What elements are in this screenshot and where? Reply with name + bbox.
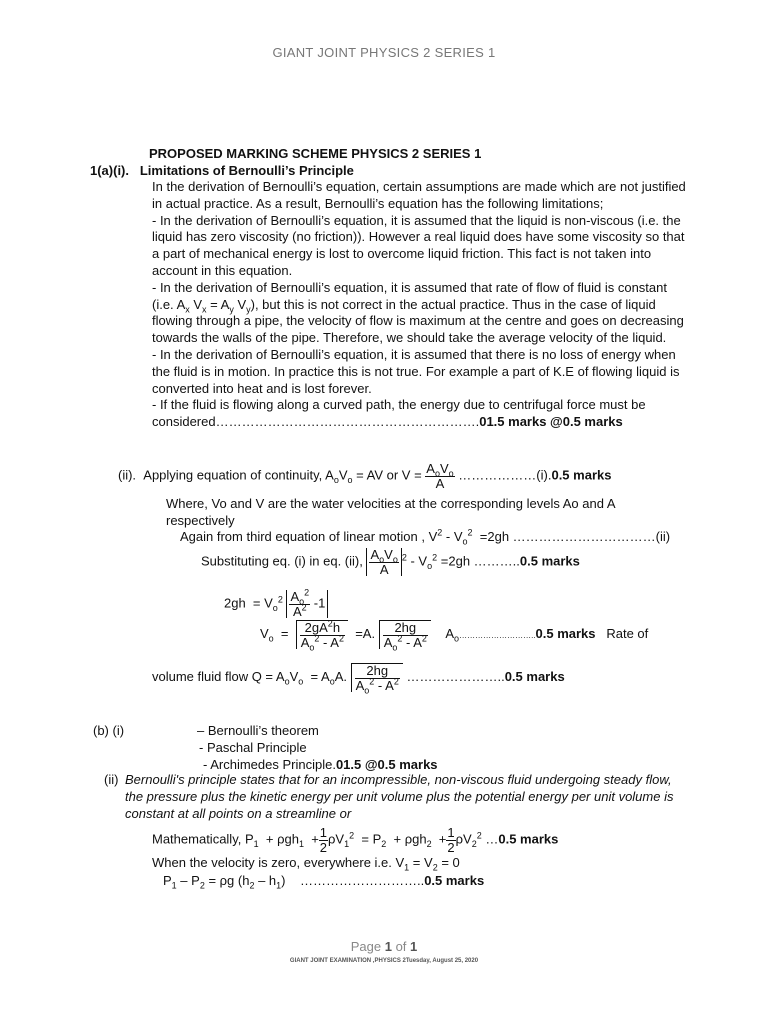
page-header: GIANT JOINT PHYSICS 2 SERIES 1 bbox=[272, 45, 496, 60]
limitation-viscosity: - In the derivation of Bernoulli’s equation, it is assumed that the liquid is non-viscous (i.e. the liquid has zero viscosity (no friction)). However a real liquid does have some viscosity so that a part of mechanical energy is lost to overcome liquid friction. This fact is not taken into account in this equation. bbox=[152, 212, 685, 278]
vo-eq: $V_o$ = $\frac{2gA^2h}{A_o^2 - A^2}$ =A. $\frac{2hg}{A_o^2 - A^2}$ $A_o\dots\dots\dots\dots\dots\dots\dots\dots\dots..0.5$ marks Rate of bbox=[260, 618, 649, 653]
q1-label: 1(a)(i). bbox=[90, 163, 129, 178]
marks-label: 01.5 @0.5 marks bbox=[335, 757, 438, 772]
marks-label: 0.5 marks bbox=[535, 626, 596, 642]
limitations-text bbox=[152, 179, 692, 431]
q1-heading bbox=[90, 163, 354, 180]
marks-label: 0.5 marks bbox=[498, 831, 559, 847]
b-item-2: - Paschal Principle bbox=[199, 740, 307, 755]
marks-label: 0.5 marks bbox=[424, 873, 485, 888]
page-number: Page 1 of 1 bbox=[350, 939, 418, 954]
marks-label: 01.5 marks @0.5 marks bbox=[479, 414, 623, 430]
b-item-1: – Bernoulli’s theorem bbox=[197, 723, 319, 738]
limitation-flow-rate: - In the derivation of Bernoulli’s equation, it is assumed that rate of flow of fluid is constant (i.e. $A_x$ $V_x = A_y$ $V_y$), but this is not correct in the actual practice. Thus in the case of liquid flowing through a pipe, the velocity of flow is maximum at the centre and goes on decreasing towards the walls of the pipe. Therefore, we should take the average velocity of the liquid. bbox=[152, 279, 684, 346]
bernoulli-statement: Bernoulli's principle states that for an incompressible, non-viscous fluid undergoing steady flow, the pressure plus the kinetic energy per unit volume plus the potential energy per unit volume is constant at all points on a streamline or bbox=[125, 772, 674, 821]
limitation-curved-path: - If the fluid is flowing along a curved path, the energy due to centrifugal force must be considered…………………………………………………….01.5 marks @0.5 marks bbox=[152, 397, 646, 430]
bernoulli-math-eq: Mathematically, $P_1 + \rho gh_1$ + $\frac{1}{2}$ $\rho V_1^2 = P_2 + \rho gh_2$ + $\frac{1}{2}$ $\rho V_2^2$ …0.5 marks bbox=[152, 825, 559, 855]
substitution-eq: Substituting eq. (i) in eq. (ii), $\frac{A_oV_o}{A}$ $^2 - V_o^2 =2gh$ ………..0.5 marks bbox=[201, 547, 580, 577]
intro-paragraph: In the derivation of Bernoulli’s equation, certain assumptions are made which are not justified in actual practice. As a result, Bernoulli’s equation has the following limitations; bbox=[152, 179, 686, 211]
2gh-eq: $2gh = V_o^2$ $\frac{A_o^2}{A^2}$ -1 bbox=[224, 590, 328, 618]
where-text: Where, Vo and V are the water velocities at the corresponding levels Ao and A respectively bbox=[166, 496, 615, 528]
b-item-3: - Archimedes Principle.01.5 @0.5 marks bbox=[203, 757, 438, 772]
linear-motion-eq: Again from third equation of linear motion , $V^2 - V_o^2 =2gh$ ……………………………(ii) bbox=[180, 527, 671, 547]
doc-title: PROPOSED MARKING SCHEME PHYSICS 2 SERIES 1 bbox=[149, 146, 482, 161]
marks-label: 0.5 marks bbox=[519, 553, 580, 569]
bii-label: (ii) bbox=[104, 772, 119, 787]
q1-heading-text: Limitations of Bernoulli’s Principle bbox=[139, 163, 354, 178]
pressure-diff-eq: $P_1 - P_2 = \rho g$ $(h_2 - h_1)$ ………………………..0.5 marks bbox=[163, 873, 485, 891]
limitation-energy-loss: - In the derivation of Bernoulli’s equation, it is assumed that there is no loss of energy when the fluid is in motion. In practice this is not true. For example a part of K.E of flowing liquid is converted into heat and is lost forever. bbox=[152, 346, 680, 396]
continuity-line: (ii). Applying equation of continuity, $A_oV_o$ = AV or V = $\frac{A_oV_o}{A}$ ………………(i).0.5 marks bbox=[118, 461, 612, 491]
marks-label: 0.5 marks bbox=[551, 467, 612, 483]
marks-label: 0.5 marks bbox=[504, 669, 565, 685]
volume-flow-eq: volume fluid flow $Q = A_oV_o = A_oA$. $\frac{2hg}{A_o^2 - A^2}$ …………………..0.5 marks bbox=[152, 663, 565, 696]
footer-exam-line: GIANT JOINT EXAMINATION ,PHYSICS 2Tuesday, August 25, 2020 bbox=[289, 958, 479, 964]
zero-velocity-line: When the velocity is zero, everywhere i.e. $V_1 = V_2 = 0$ bbox=[152, 855, 460, 873]
b-label: (b) (i) bbox=[93, 723, 125, 738]
